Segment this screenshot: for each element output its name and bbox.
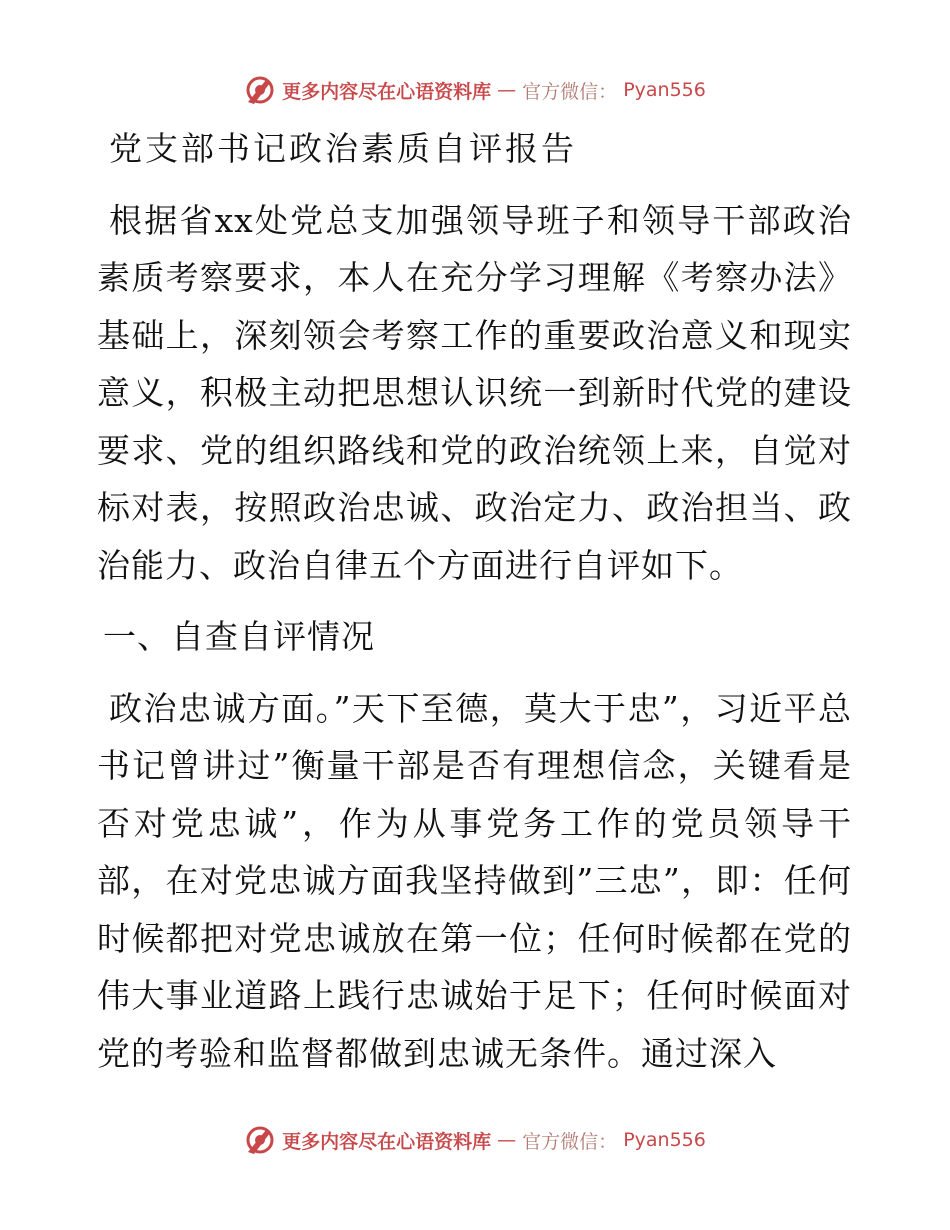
- banner-main-text: 更多内容尽在心语资料库: [282, 1130, 492, 1153]
- banner-main-text: 更多内容尽在心语资料库: [282, 80, 492, 103]
- banner-sub-text: 官方微信：: [522, 80, 618, 103]
- pen-circle-logo-icon: [244, 74, 276, 106]
- banner-handle: Pyan556: [623, 79, 706, 101]
- section-heading: 一、自查自评情况: [103, 617, 375, 656]
- intro-paragraph: 根据省xx处党总支加强领导班子和领导干部政治素质考察要求，本人在充分学习理解《考察办法》基础上，深刻领会考察工作的重要政治意义和现实意义，积极主动把思想认识统一到新时代党的建设要求、党的组织路线和党的政治统领上来，自觉对标对表，按照政治忠诚、政治定力、政治担当、政治能力、政治自律五个方面进行自评如下。: [97, 200, 852, 585]
- section-paragraph: 政治忠诚方面。”天下至德，莫大于忠”，习近平总书记曾讲过”衡量干部是否有理想信念，关键看是否对党忠诚”，作为从事党务工作的党员领导干部，在对党忠诚方面我坚持做到”三忠”，即：任何时候都把对党忠诚放在第一位；任何时候都在党的伟大事业道路上践行忠诚始于足下；任何时候面对党的考验和监督都做到忠诚无条件。通过深入: [97, 688, 852, 1073]
- header-watermark-banner: [0, 70, 950, 110]
- banner-sub-text: 官方微信：: [522, 1130, 618, 1153]
- document-body: [97, 120, 852, 1082]
- banner-handle: Pyan556: [623, 1129, 706, 1151]
- footer-watermark-banner: [0, 1120, 950, 1160]
- banner-dash: —: [497, 79, 517, 101]
- pen-circle-logo-icon: [244, 1124, 276, 1156]
- banner-dash: —: [497, 1129, 517, 1151]
- document-title: 党支部书记政治素质自评报告: [109, 129, 577, 168]
